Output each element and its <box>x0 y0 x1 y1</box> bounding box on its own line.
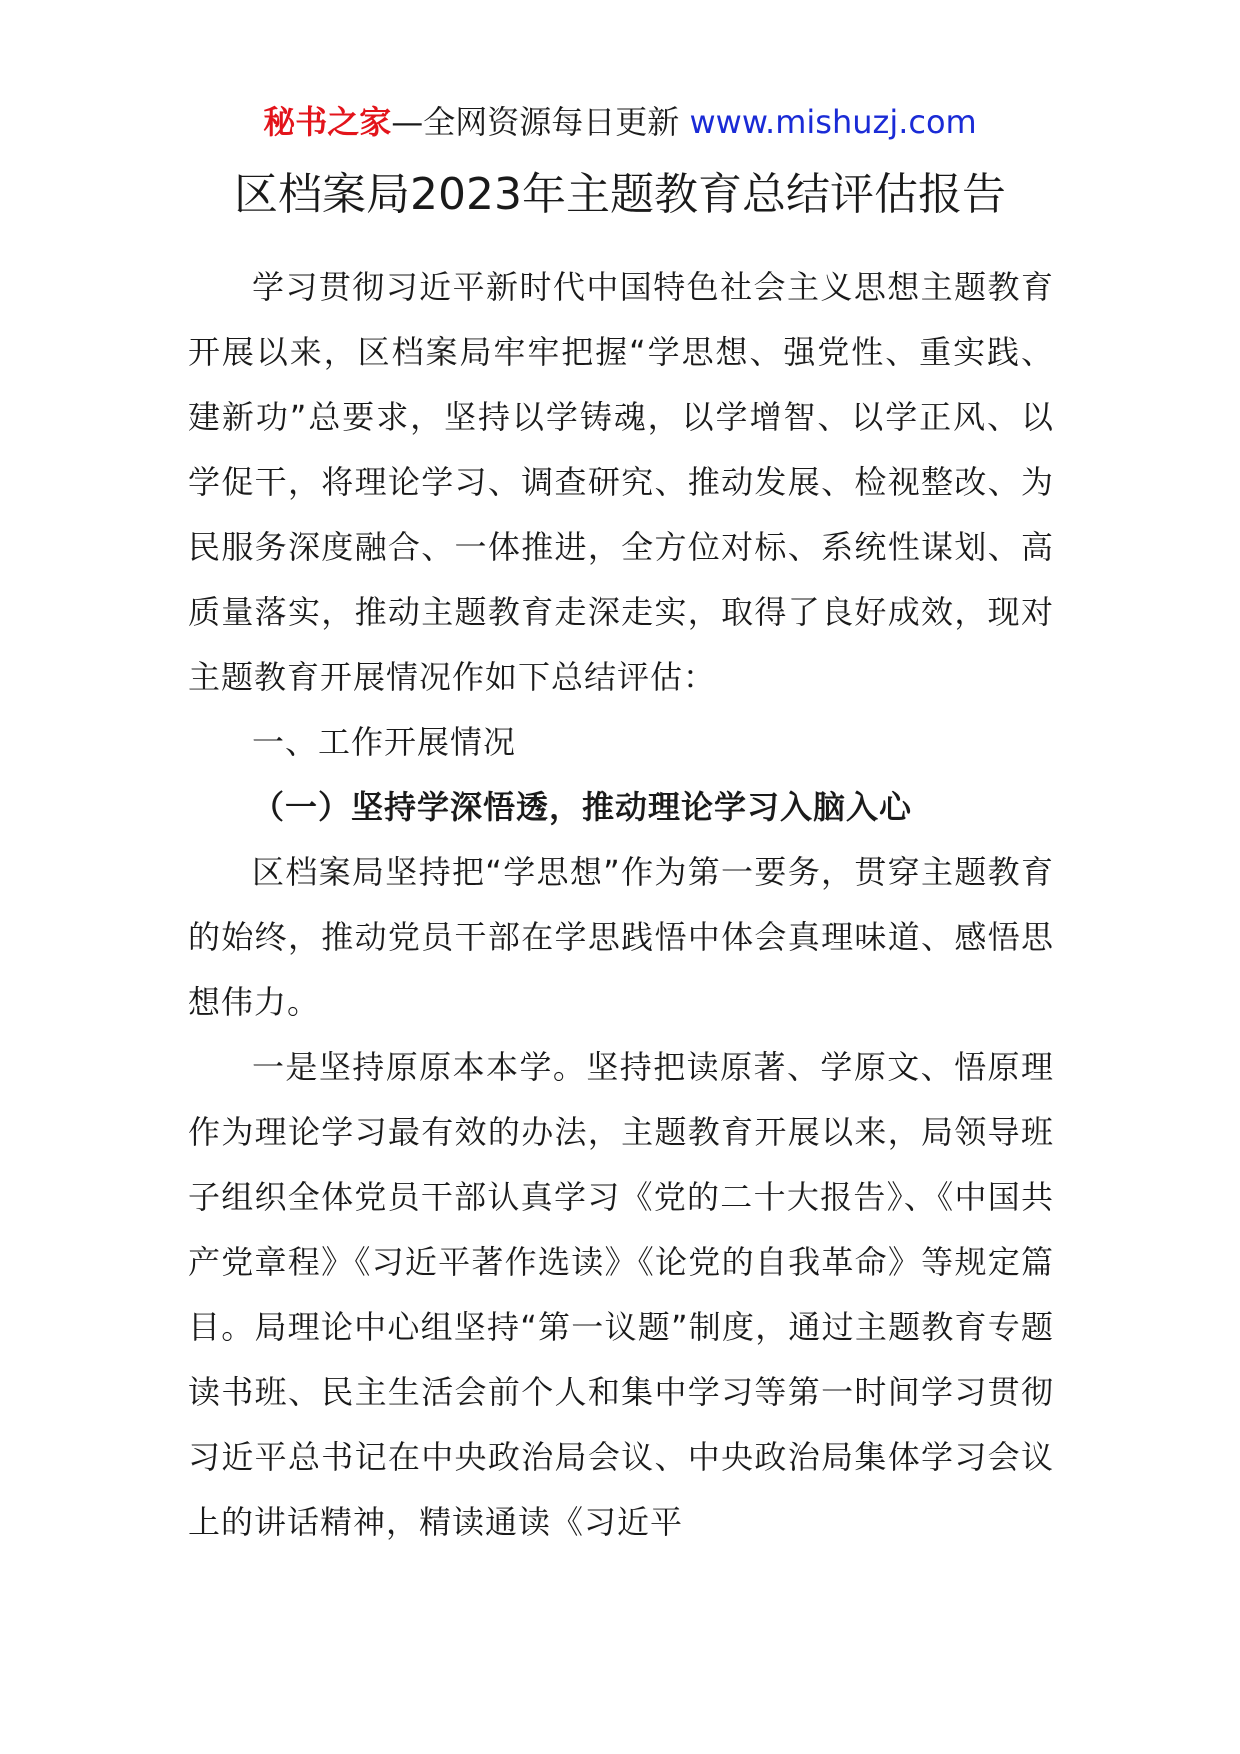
site-brand: 秘书之家 <box>263 103 392 141</box>
document-title: 区档案局2023年主题教育总结评估报告 <box>234 169 1006 220</box>
body-paragraph: 区档案局坚持把“学思想”作为第一要务，贯穿主题教育的始终，推动党员干部在学思践悟中体会真理味道、感悟思想伟力。 <box>188 853 1054 1021</box>
document-body <box>188 255 1054 1555</box>
site-banner <box>0 100 1240 144</box>
subsection-heading: （一）坚持学深悟透，推动理论学习入脑入心 <box>252 788 913 826</box>
site-url-link[interactable]: www.mishuzj.com <box>689 103 977 141</box>
body-paragraph: 一是坚持原原本本学。坚持把读原著、学原文、悟原理作为理论学习最有效的办法，主题教育开展以来，局领导班子组织全体党员干部认真学习《党的二十大报告》、《中国共产党章程》《习近平著作选读》《论党的自我革命》等规定篇目。局理论中心组坚持“第一议题”制度，通过主题教育专题读书班、民主生活会前个人和集中学习等第一时间学习贯彻习近平总书记在中央政治局会议、中央政治局集体学习会议上的讲话精神，精读通读《习近平 <box>188 1048 1054 1541</box>
section-heading: 一、工作开展情况 <box>252 723 517 761</box>
site-tagline: —全网资源每日更新 <box>391 103 680 141</box>
intro-paragraph: 学习贯彻习近平新时代中国特色社会主义思想主题教育开展以来，区档案局牢牢把握“学思想、强党性、重实践、建新功”总要求，坚持以学铸魂，以学增智、以学正风、以学促干，将理论学习、调查研究、推动发展、检视整改、为民服务深度融合、一体推进，全方位对标、系统性谋划、高质量落实，推动主题教育走深走实，取得了良好成效，现对主题教育开展情况作如下总结评估： <box>188 268 1054 696</box>
